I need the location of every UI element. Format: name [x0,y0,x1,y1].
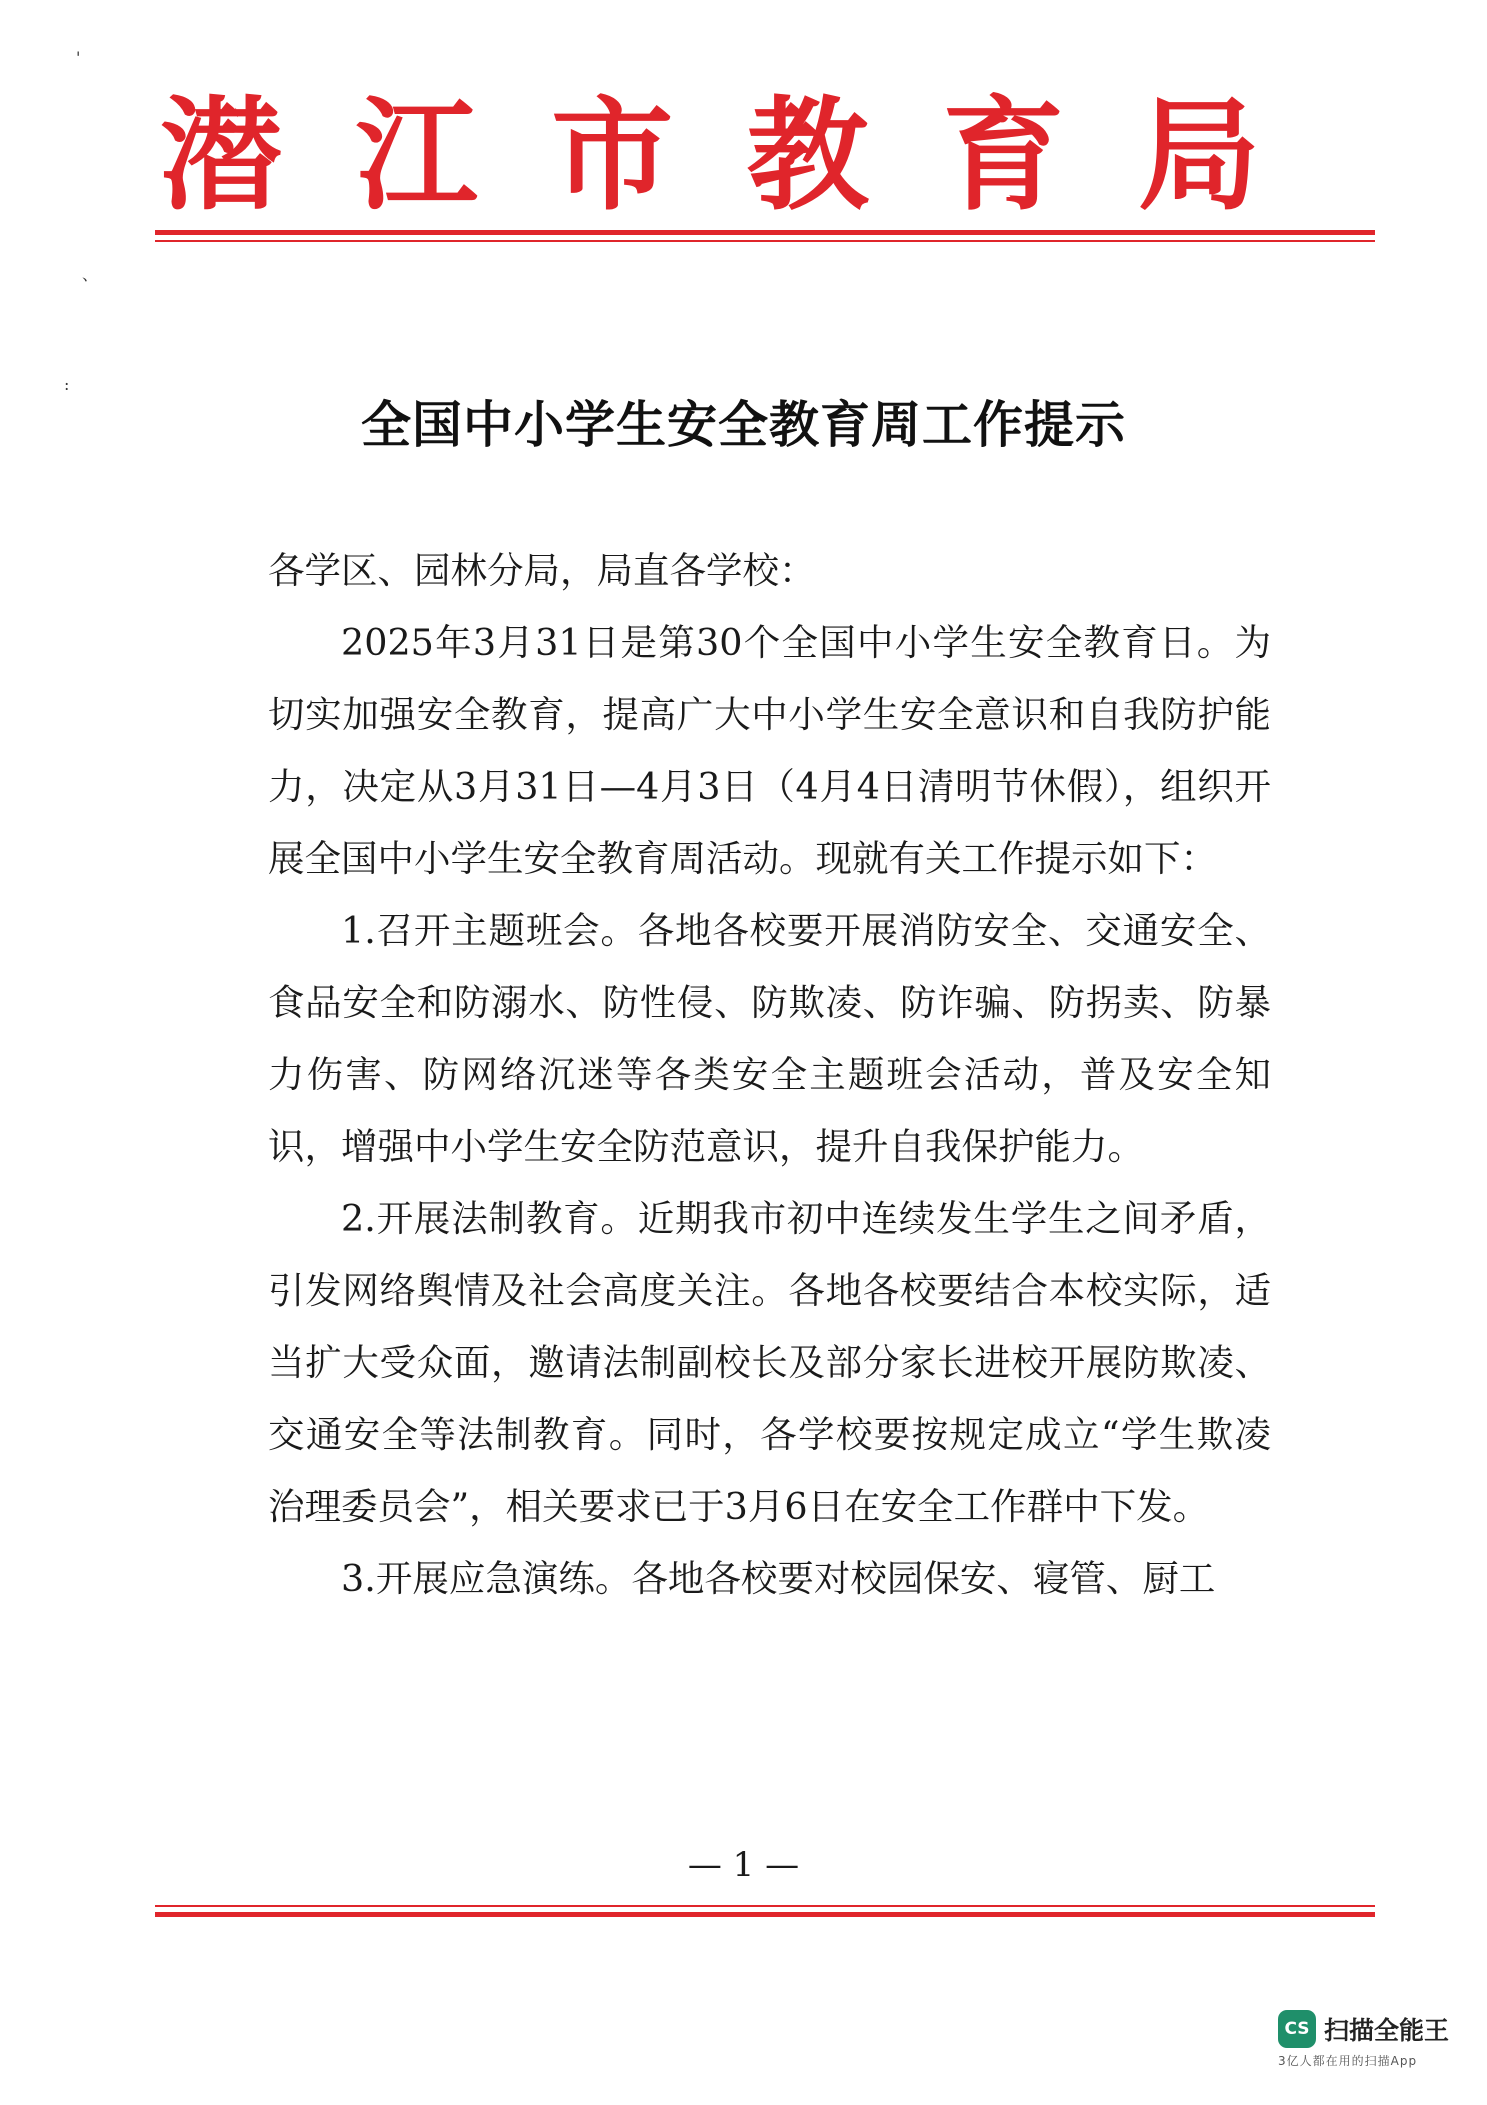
paragraph-item-2: 2.开展法制教育。近期我市初中连续发生学生之间矛盾，引发网络舆情及社会高度关注。各地各校要结合本校实际，适当扩大受众面，邀请法制副校长及部分家长进校开展防欺凌、交通安全等法制教育。同时，各学校要按规定成立“学生欺凌治理委员会”，相关要求已于3月6日在安全工作群中下发。 [268,1197,1271,1528]
scan-mark: ' [76,48,81,67]
document-body [268,535,1271,1615]
header-red-rule [155,230,1375,242]
masthead-char: 局 [1137,83,1260,227]
document-title: 全国中小学生安全教育周工作提示 [361,395,1126,454]
masthead [160,85,1260,225]
paragraph-item-3: 3.开展应急演练。各地各校要对校园保安、寝管、厨工 [341,1557,1216,1600]
watermark-app-name: 扫描全能王 [1324,2016,1450,2045]
page-number: — 1 — [687,1845,800,1885]
camscanner-logo-icon: CS [1278,2010,1316,2048]
watermark-tagline: 3亿人都在用的扫描App [1278,2054,1418,2068]
scan-mark: : [64,375,70,394]
footer-red-rule [155,1905,1375,1917]
masthead-char: 江 [355,83,478,227]
masthead-char: 教 [746,83,869,227]
paragraph-intro: 2025年3月31日是第30个全国中小学生安全教育日。为切实加强安全教育，提高广大中小学生安全意识和自我防护能力，决定从3月31日—4月3日（4月4日清明节休假），组织开展全国中小学生安全教育周活动。现就有关工作提示如下： [268,621,1271,880]
scanner-watermark [1278,2010,1468,2069]
salutation: 各学区、园林分局，局直各学校： [268,549,816,592]
scan-mark: 、 [82,265,99,284]
paragraph-item-1: 1.召开主题班会。各地各校要开展消防安全、交通安全、食品安全和防溺水、防性侵、防欺凌、防诈骗、防拐卖、防暴力伤害、防网络沉迷等各类安全主题班会活动，普及安全知识，增强中小学生安全防范意识，提升自我保护能力。 [268,909,1271,1168]
masthead-char: 潜 [160,83,282,227]
masthead-char: 育 [942,83,1065,227]
masthead-char: 市 [551,83,674,227]
